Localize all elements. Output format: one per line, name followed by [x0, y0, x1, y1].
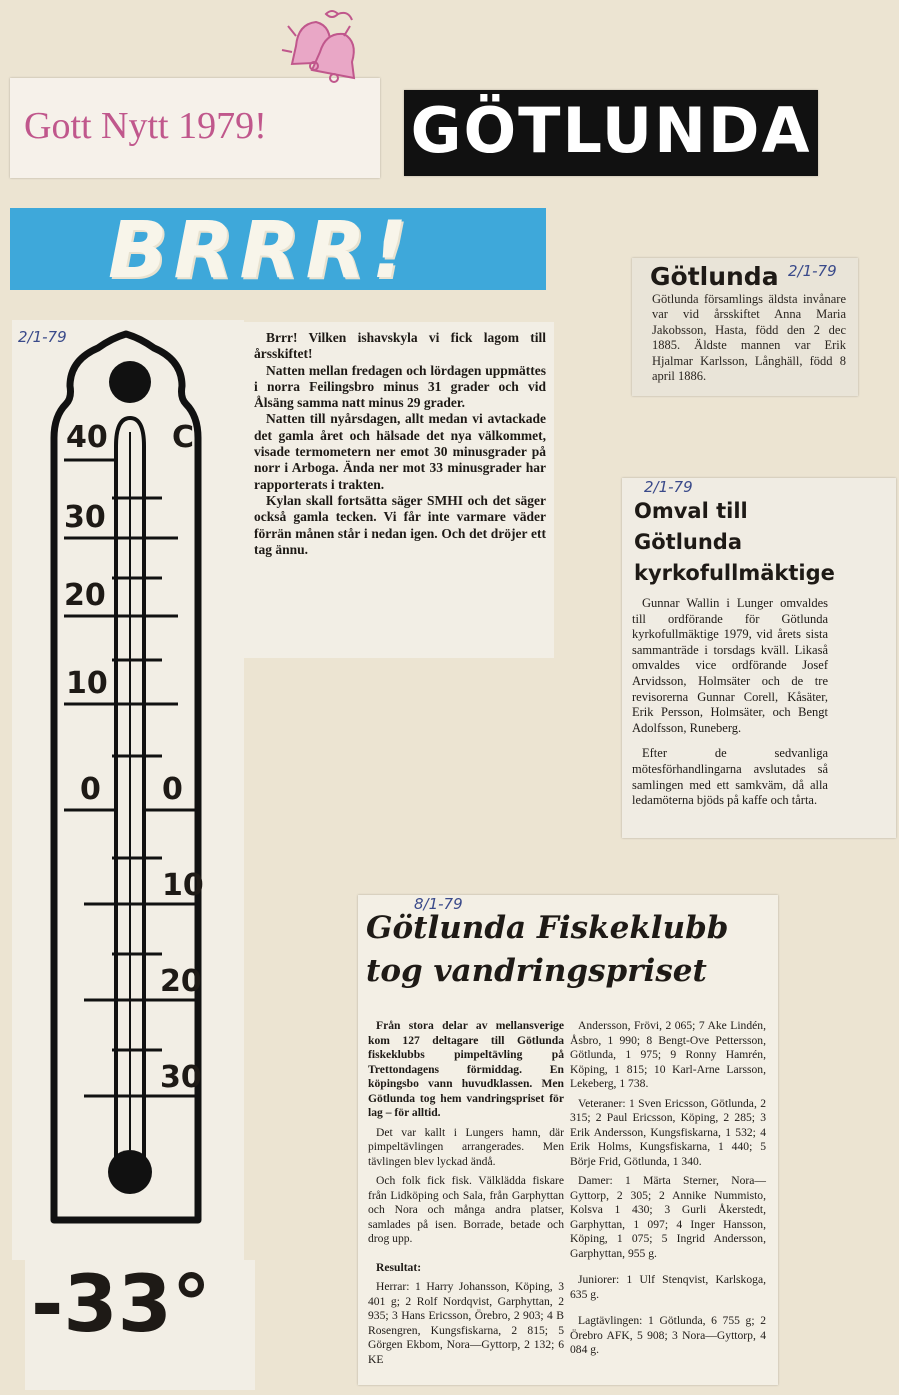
- fiske-column-1: [368, 1019, 564, 1367]
- date-note: 2/1-79: [788, 262, 837, 280]
- greeting-clipping: [10, 78, 380, 178]
- temperature-reading: [25, 1260, 255, 1390]
- fiske-lead: Från stora delar av mellansverige kom 127 deltagare till Götlunda fiskeklubbs pimpeltävling på Trettondagens förmiddag. En köpingsbo vann huvudklassen. Men Götlunda tog hem vandringspriset för lag – för alltid.: [368, 1019, 564, 1119]
- fiskeklubb-article: [358, 895, 778, 1385]
- scale-label-minus-30: 30: [160, 1060, 202, 1095]
- date-note: 8/1-79: [414, 895, 463, 913]
- brrr-title: BRRR!: [108, 206, 414, 296]
- scale-label-20: 20: [64, 578, 106, 613]
- notice-title: Götlunda: [650, 262, 779, 291]
- headline-line: Götlunda Fiskeklubb: [366, 910, 729, 946]
- reading-value: -33°: [31, 1260, 211, 1350]
- scale-label-40: 40: [66, 420, 108, 455]
- date-note: 2/1-79: [644, 478, 693, 496]
- headline-line: Götlunda: [634, 530, 743, 554]
- brrr-article: [232, 322, 554, 658]
- omval-paragraph: Gunnar Wallin i Lunger omvaldes till ordförande för Götlunda kyrkofullmäktige 1979, vid årets sista sammanträde i torsdags kväll. Likaså omvaldes vice ordförande Josef Arvidsson, Holmsäter och de tre revisorerna Gunnar Corell, Kåsäter, Erik Persson, Holmsäter, och Bengt Adolfsson, Runeberg.: [632, 596, 828, 735]
- fiske-column-2: [570, 1019, 766, 1358]
- omval-article: [622, 478, 896, 838]
- brrr-paragraph: Natten till nyårsdagen, allt medan vi avtackade det gamla året och hälsade det nya välkommet, visade termometern ner emot 30 minusgrader på norr i Arboga. Ända ner mot 33 minusgrader har rapporterats i trakten.: [254, 411, 546, 492]
- brrr-banner: [10, 206, 546, 296]
- scale-label-minus-20: 20: [160, 964, 202, 999]
- scale-label-30: 30: [64, 500, 106, 535]
- brrr-paragraph: Natten mellan fredagen och lördagen uppmättes i norra Feilingsbro minus 31 grader och vid Ålsäng samma natt minus 29 grader.: [254, 362, 546, 411]
- omval-body: [632, 596, 828, 809]
- fiske-headline: [366, 907, 728, 993]
- results-veteraner: Veteraner: 1 Sven Ericsson, Götlunda, 2 315; 2 Paul Ericsson, Köping, 2 285; 3 Erik Andersson, Kungsfiskarna, 1 532; 4 Erik Holms, Kungsfiskarna, 1 440; 5 Börje Frid, Götlunda, 1 340.: [570, 1096, 766, 1168]
- headline-line: kyrkofullmäktige: [634, 561, 835, 585]
- greeting-text: Gott Nytt 1979!: [24, 105, 267, 147]
- scale-label-10: 10: [66, 666, 108, 701]
- thermometer-icon: [12, 320, 244, 1260]
- brrr-paragraph: Kylan skall fortsätta säger SMHI och det säger också gamla tecken. Vi får inte varmare väder förrän månen står i nedan igen. Och det dröjer ett tag ännu.: [254, 492, 546, 557]
- unit-label: C: [172, 420, 195, 455]
- results-herrar: Herrar: 1 Harry Johansson, Köping, 3 401 g; 2 Rolf Nordqvist, Garphyttan, 2 935; 3 Hans Ericsson, Örebro, 2 903; 4 B Rosengren, Kungsfiskarna, 2 815; 5 Görgen Ekbom, Nora—Gyttorp, 2 132; 6 KE: [368, 1280, 564, 1366]
- scale-label-0-left: 0: [80, 772, 101, 807]
- omval-paragraph: Efter de sedvanliga mötesförhandlingarna avslutades så samlingen med ett samkväm, då alla ledamöterna bjöds på kaffe och tårta.: [632, 746, 828, 808]
- date-note: 2/1-79: [18, 328, 67, 346]
- notice-body: Götlunda församlings äldsta invånare var vid årsskiftet Anna Maria Jakobsson, Hasta, född den 2 dec 1885. Äldste mannen var Erik Hjalmar Karlsson, Långhäll, född 8 april 1886.: [652, 292, 846, 384]
- scale-label-0-right: 0: [162, 772, 183, 807]
- fiske-paragraph: Det var kallt i Lungers hamn, där pimpeltävlingen arrangerades. Men tävlingen blev lyckad ändå.: [368, 1125, 564, 1168]
- results-continued: Andersson, Frövi, 2 065; 7 Ake Lindén, Åsbro, 1 990; 8 Bengt-Ove Pettersson, Götlunda, 1 975; 9 Ronny Hamrén, Köping, 1 815; 10 Karl-Arne Larsson, Lekeberg, 1 738.: [570, 1019, 766, 1090]
- scale-label-minus-10: 10: [162, 868, 204, 903]
- brand-title: GÖTLUNDA: [410, 94, 812, 167]
- results-damer: Damer: 1 Märta Sterner, Nora—Gyttorp, 2 305; 2 Annike Nummisto, Kolsva 1 430; 3 Gurli Åkerstedt, Garphyttan, 1 097; 4 Inger Hansson, Köping, 1 075; 5 Ingrid Andersson, Garphyttan, 955 g.: [570, 1174, 766, 1260]
- omval-headline: [634, 496, 835, 589]
- results-heading: Resultat:: [376, 1260, 422, 1274]
- results-juniorer: Juniorer: 1 Ulf Stenqvist, Karlskoga, 635 g.: [570, 1273, 766, 1301]
- brrr-paragraph: Brrr! Vilken ishavskyla vi fick lagom till årsskiftet!: [254, 330, 546, 362]
- brand-banner: [404, 90, 818, 176]
- christmas-bells-icon: [268, 6, 378, 106]
- headline-line: tog vandringspriset: [366, 953, 707, 989]
- fiske-paragraph: Och folk fick fisk. Välklädda fiskare från Lidköping och Sala, från Garphyttan och Nora och många andra platser, samlades på isen. Borrade, betade och drog upp.: [368, 1174, 564, 1245]
- results-lag: Lagtävlingen: 1 Götlunda, 6 755 g; 2 Örebro AFK, 5 908; 3 Nora—Gyttorp, 4 084 g.: [570, 1314, 766, 1356]
- oldest-residents-notice: [632, 258, 858, 396]
- thermometer-clipping: [12, 320, 244, 1260]
- headline-line: Omval till: [634, 499, 748, 523]
